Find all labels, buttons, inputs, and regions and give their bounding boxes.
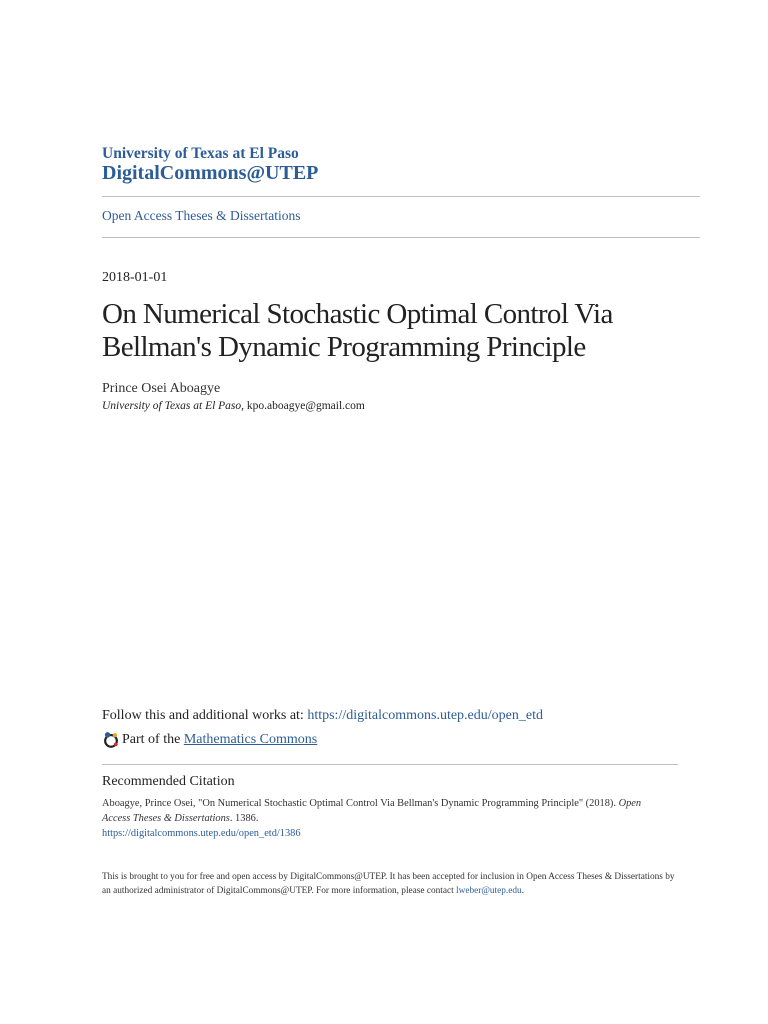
repository-name[interactable]: DigitalCommons@UTEP	[102, 162, 319, 184]
header-divider-bottom	[102, 237, 700, 238]
citation-text: Aboagye, Prince Osei, "On Numerical Stochastic Optimal Control Via Bellman's Dynamic Programming Principle" (2018).	[102, 798, 616, 809]
citation-body	[102, 796, 662, 841]
part-of-label: Part of the	[122, 732, 181, 747]
affiliation-separator: ,	[241, 400, 245, 412]
author-name: Prince Osei Aboagye	[102, 381, 221, 396]
citation-divider	[102, 764, 678, 765]
follow-label: Follow this and additional works at:	[102, 708, 304, 723]
footer-notice	[102, 870, 682, 898]
document-title: On Numerical Stochastic Optimal Control Via Bellman's Dynamic Programming Principle	[102, 298, 613, 363]
citation-heading: Recommended Citation	[102, 774, 235, 789]
header-divider-top	[102, 196, 700, 197]
author-affiliation	[102, 400, 365, 412]
bepress-commons-icon	[102, 731, 120, 749]
footer-period: .	[521, 886, 524, 896]
author-email[interactable]: kpo.aboagye@gmail.com	[246, 400, 365, 412]
collection-url-link[interactable]: https://digitalcommons.utep.edu/open_etd	[307, 708, 543, 723]
citation-number: . 1386.	[229, 813, 259, 824]
follow-line	[102, 708, 543, 724]
institution-name: University of Texas at El Paso	[102, 145, 299, 162]
footer-text: This is brought to you for free and open access by DigitalCommons@UTEP. It has been accepted for inclusion in Open Access Theses & Dissertations by an authorized administrator of DigitalCommons@UTEP. For more information, please contact	[102, 872, 675, 896]
publication-date: 2018-01-01	[102, 270, 168, 285]
discipline-link[interactable]: Mathematics Commons	[183, 732, 318, 747]
citation-url-link[interactable]: https://digitalcommons.utep.edu/open_etd/1386	[102, 828, 301, 839]
citation-journal: Open Access Theses & Dissertations	[102, 798, 642, 824]
series-link[interactable]: Open Access Theses & Dissertations	[102, 208, 301, 223]
part-of-line	[102, 731, 317, 749]
contact-email-link[interactable]: lweber@utep.edu	[456, 886, 522, 896]
affiliation-name: University of Texas at El Paso	[102, 400, 242, 412]
